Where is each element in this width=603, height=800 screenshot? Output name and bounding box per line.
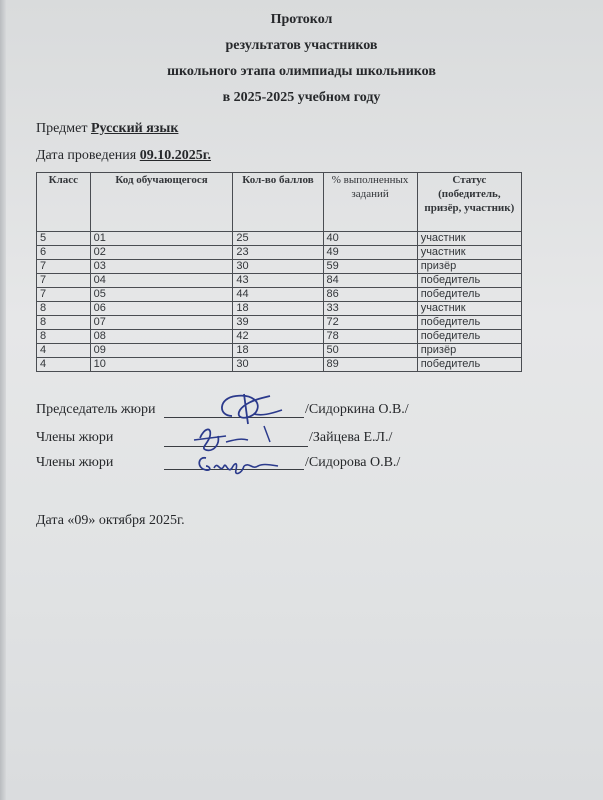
member1-name: /Зайцева Е.Л./ <box>309 430 393 445</box>
cell-status: участник <box>417 246 521 260</box>
subject-label: Предмет <box>36 121 91 136</box>
cell-status: победитель <box>417 330 521 344</box>
member2-name: /Сидорова О.В./ <box>305 455 401 470</box>
cell-percent: 33 <box>323 302 417 316</box>
cell-code: 09 <box>90 344 233 358</box>
cell-status: участник <box>417 232 521 246</box>
cell-score: 23 <box>233 246 323 260</box>
title-line-4: в 2025-2025 учебном году <box>222 90 381 105</box>
table-row <box>37 302 522 316</box>
cell-score: 43 <box>233 274 323 288</box>
cell-status: победитель <box>417 316 521 330</box>
cell-score: 30 <box>233 260 323 274</box>
member2-handwritten-signature <box>192 446 282 482</box>
header-score: Кол-во баллов <box>233 173 323 232</box>
cell-code: 10 <box>90 358 233 372</box>
cell-status: призёр <box>417 344 521 358</box>
cell-code: 05 <box>90 288 233 302</box>
cell-status: призёр <box>417 260 521 274</box>
title-line-3: школьного этапа олимпиады школьников <box>167 64 436 79</box>
date-line <box>36 148 211 164</box>
cell-status: победитель <box>417 288 521 302</box>
member1-label: Члены жюри <box>36 430 114 445</box>
subject-value: Русский язык <box>90 121 179 136</box>
member2-label: Члены жюри <box>36 455 114 470</box>
date-label: Дата проведения <box>36 148 140 163</box>
cell-score: 42 <box>233 330 323 344</box>
cell-score: 25 <box>233 232 323 246</box>
cell-class: 8 <box>37 302 91 316</box>
subject-line <box>36 121 178 137</box>
cell-class: 4 <box>37 358 91 372</box>
cell-percent: 84 <box>323 274 417 288</box>
header-code: Код обучающегося <box>90 173 233 232</box>
cell-class: 8 <box>37 330 91 344</box>
cell-percent: 50 <box>323 344 417 358</box>
cell-code: 02 <box>90 246 233 260</box>
header-class: Класс <box>37 173 91 232</box>
results-table <box>36 172 522 372</box>
cell-score: 44 <box>233 288 323 302</box>
document-title <box>0 7 603 111</box>
cell-percent: 86 <box>323 288 417 302</box>
cell-status: победитель <box>417 274 521 288</box>
table-header-row <box>37 173 522 232</box>
cell-percent: 72 <box>323 316 417 330</box>
cell-class: 6 <box>37 246 91 260</box>
table-row <box>37 330 522 344</box>
cell-percent: 89 <box>323 358 417 372</box>
chair-name: /Сидоркина О.В./ <box>305 402 409 417</box>
cell-score: 30 <box>233 358 323 372</box>
date-value: 09.10.2025г. <box>139 148 211 163</box>
table-row <box>37 274 522 288</box>
cell-score: 18 <box>233 344 323 358</box>
table-row <box>37 358 522 372</box>
cell-code: 04 <box>90 274 233 288</box>
table-row <box>37 316 522 330</box>
table-row <box>37 260 522 274</box>
cell-class: 4 <box>37 344 91 358</box>
cell-class: 5 <box>37 232 91 246</box>
cell-score: 39 <box>233 316 323 330</box>
table-row <box>37 246 522 260</box>
bottom-date: Дата «09» октября 2025г. <box>36 513 185 528</box>
page-edge-shadow <box>0 0 6 800</box>
cell-code: 03 <box>90 260 233 274</box>
cell-class: 7 <box>37 274 91 288</box>
header-status: Статус (победитель, призёр, участник) <box>417 173 521 232</box>
cell-class: 7 <box>37 260 91 274</box>
cell-status: победитель <box>417 358 521 372</box>
table-row <box>37 288 522 302</box>
title-line-2: результатов участников <box>225 38 378 53</box>
table-row <box>37 232 522 246</box>
cell-percent: 78 <box>323 330 417 344</box>
cell-code: 07 <box>90 316 233 330</box>
header-percent: % выполненных заданий <box>323 173 417 232</box>
cell-code: 08 <box>90 330 233 344</box>
cell-code: 01 <box>90 232 233 246</box>
cell-percent: 40 <box>323 232 417 246</box>
cell-class: 8 <box>37 316 91 330</box>
chair-label: Председатель жюри <box>36 402 156 417</box>
cell-percent: 49 <box>323 246 417 260</box>
cell-code: 06 <box>90 302 233 316</box>
title-line-1: Протокол <box>270 12 333 27</box>
cell-score: 18 <box>233 302 323 316</box>
cell-status: участник <box>417 302 521 316</box>
cell-percent: 59 <box>323 260 417 274</box>
cell-class: 7 <box>37 288 91 302</box>
table-row <box>37 344 522 358</box>
